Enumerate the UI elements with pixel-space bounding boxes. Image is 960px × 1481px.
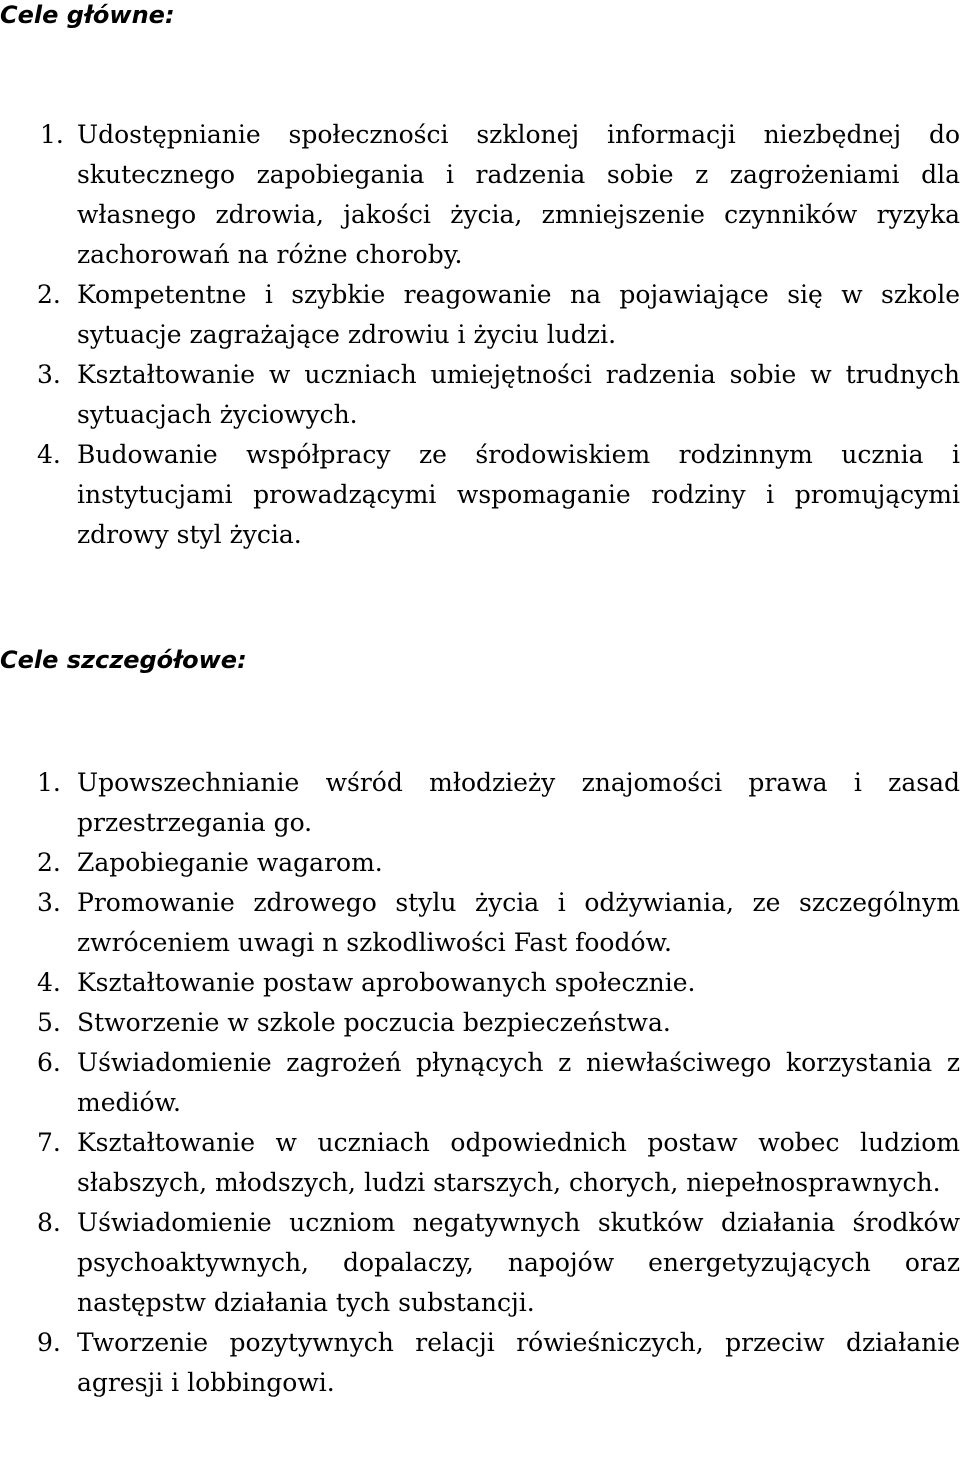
item-text: Kształtowanie postaw aprobowanych społecznie.: [77, 968, 696, 997]
item-number: 4.: [37, 440, 61, 469]
detailed-goals-heading: Cele szczegółowe:: [0, 646, 247, 674]
item-text: Uświadomienie zagrożeń płynących z niewłaściwego korzystania z mediów.: [77, 1048, 960, 1117]
item-number: 5.: [37, 1008, 61, 1037]
item-number: 9.: [37, 1328, 61, 1357]
list-item: [0, 115, 960, 275]
item-text: Tworzenie pozytywnych relacji rówieśniczych, przeciw działanie agresji i lobbingowi.: [77, 1328, 960, 1397]
item-text: Udostępnianie społeczności szklonej informacji niezbędnej do skutecznego zapobiegania i radzenia sobie z zagrożeniami dla własnego zdrowia, jakości życia, zmniejszenie czynników ryzyka zachorowań na różne choroby.: [77, 120, 960, 269]
item-number: 3.: [37, 888, 61, 917]
item-text: Budowanie współpracy ze środowiskiem rodzinnym ucznia i instytucjami prowadzącymi wspomaganie rodziny i promującymi zdrowy styl życia.: [77, 440, 960, 549]
item-number: 8.: [37, 1208, 61, 1237]
item-text: Kształtowanie w uczniach umiejętności radzenia sobie w trudnych sytuacjach życiowych.: [77, 360, 960, 429]
item-text: Stworzenie w szkole poczucia bezpieczeństwa.: [77, 1008, 671, 1037]
item-text: Zapobieganie wagarom.: [77, 848, 383, 877]
list-item: [0, 1323, 960, 1403]
item-text: Upowszechnianie wśród młodzieży znajomości prawa i zasad przestrzegania go.: [77, 768, 960, 837]
item-text: Promowanie zdrowego stylu życia i odżywiania, ze szczególnym zwróceniem uwagi n szkodliwości Fast foodów.: [77, 888, 960, 957]
item-number: 4.: [37, 968, 61, 997]
item-text: Uświadomienie uczniom negatywnych skutków działania środków psychoaktywnych, dopalaczy, napojów energetyzujących oraz następstw działania tych substancji.: [77, 1208, 960, 1317]
item-number: 7.: [37, 1128, 61, 1157]
list-item: [0, 1203, 960, 1323]
item-number: 2.: [37, 848, 61, 877]
list-item: [0, 1043, 960, 1123]
list-item: [0, 355, 960, 435]
list-item: [0, 763, 960, 843]
main-goals-list: [0, 115, 960, 555]
item-text: Kształtowanie w uczniach odpowiednich postaw wobec ludziom słabszych, młodszych, ludzi starszych, chorych, niepełnosprawnych.: [77, 1128, 960, 1197]
list-item: [0, 843, 960, 883]
item-number: 6.: [37, 1048, 61, 1077]
list-item: [0, 883, 960, 963]
item-number: 3.: [37, 360, 61, 389]
item-number: 1.: [37, 768, 61, 797]
list-item: [0, 1123, 960, 1203]
list-item: [0, 963, 960, 1003]
item-text: Kompetentne i szybkie reagowanie na pojawiające się w szkole sytuacje zagrażające zdrowiu i życiu ludzi.: [77, 280, 960, 349]
item-number: 2.: [37, 280, 61, 309]
main-goals-heading: Cele główne:: [0, 1, 175, 29]
list-item: [0, 1003, 960, 1043]
item-number: 1.: [40, 120, 64, 149]
list-item: [0, 435, 960, 555]
list-item: [0, 275, 960, 355]
detailed-goals-list: [0, 763, 960, 1403]
